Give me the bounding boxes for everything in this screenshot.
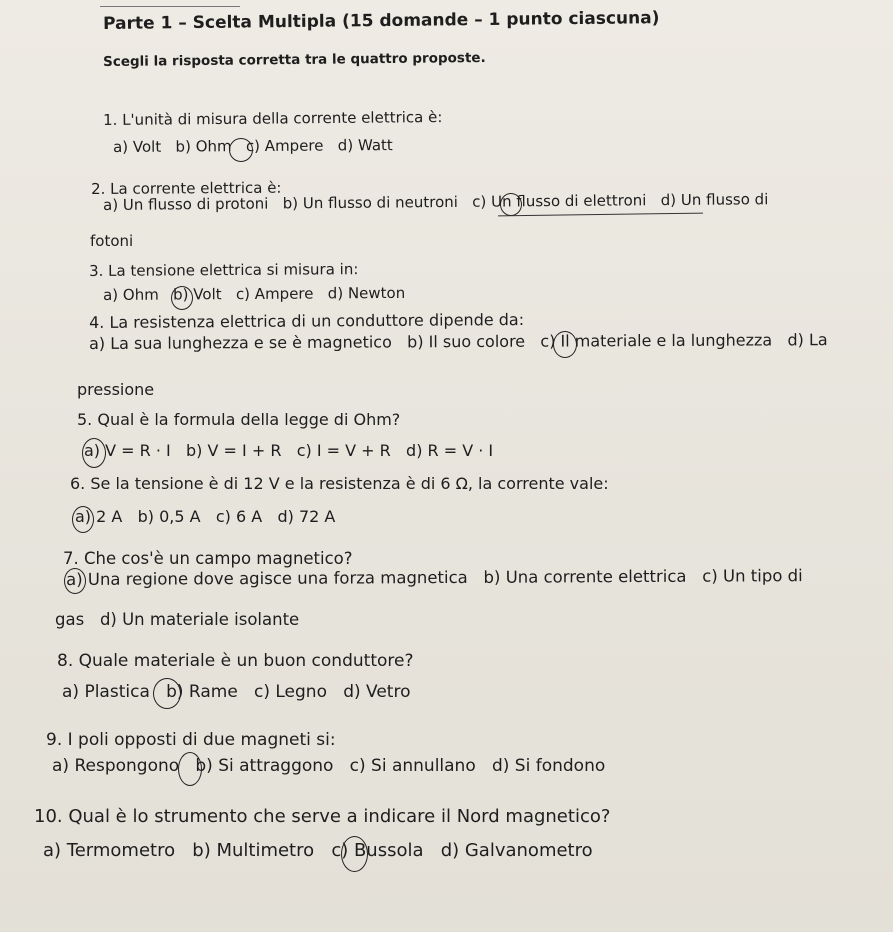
answer-circle-q2 <box>500 193 522 216</box>
pen-underline-q2 <box>498 213 703 217</box>
q9-option-a: a) Respongono <box>52 756 180 776</box>
q3-option-a: a) Ohm <box>103 285 159 304</box>
q8-option-b: b) Rame <box>166 682 238 702</box>
question-3-text: 3. La tensione elettrica si misura in: <box>89 260 359 280</box>
q1-option-a: a) Volt <box>113 137 162 156</box>
q6-option-b: b) 0,5 A <box>137 507 201 526</box>
q3-option-b: b) Volt <box>173 285 222 304</box>
q4-option-d-line1: d) La <box>787 330 828 350</box>
answer-circle-q9 <box>178 752 202 786</box>
answer-circle-q7 <box>64 568 86 594</box>
q7-option-b: b) Una corrente elettrica <box>483 566 687 587</box>
answer-circle-q8 <box>153 678 181 709</box>
q5-option-a: a) V = R · I <box>84 441 171 460</box>
q2-option-c: c) Un flusso di elettroni <box>472 191 647 211</box>
q9-option-d: d) Si fondono <box>491 756 606 776</box>
question-9-options <box>52 756 605 776</box>
question-6-text: 6. Se la tensione è di 12 V e la resistenza è di 6 Ω, la corrente vale: <box>70 474 609 493</box>
q1-option-b: b) Ohm <box>175 137 232 156</box>
question-4-text: 4. La resistenza elettrica di un conduttore dipende da: <box>89 309 525 332</box>
q5-option-d: d) R = V · I <box>406 441 494 460</box>
q4-option-c: c) Il materiale e la lunghezza <box>540 330 773 351</box>
q2-option-a: a) Un flusso di protoni <box>103 194 269 214</box>
q6-option-c: c) 6 A <box>215 507 263 526</box>
q7-option-d: d) Un materiale isolante <box>99 610 300 629</box>
answer-circle-q6 <box>72 506 94 533</box>
answer-circle-q4 <box>553 331 577 358</box>
q9-option-c: c) Si annullano <box>349 756 476 776</box>
q5-option-c: c) I = V + R <box>296 441 391 460</box>
q3-option-d: d) Newton <box>327 283 406 303</box>
question-4-options <box>89 330 828 353</box>
q2-option-d-line1: d) Un flusso di <box>660 190 769 210</box>
q10-option-c: c) Bussola <box>331 840 424 861</box>
q10-option-b: b) Multimetro <box>192 840 315 861</box>
question-10-text: 10. Qual è lo strumento che serve a indicare il Nord magnetico? <box>34 806 611 827</box>
q4-option-b: b) Il suo colore <box>407 331 526 352</box>
question-5-options <box>84 441 493 460</box>
question-9-text: 9. I poli opposti di due magneti si: <box>46 730 336 750</box>
q1-option-d: d) Watt <box>337 136 393 155</box>
q2-option-d-line2: fotoni <box>90 232 134 250</box>
q8-option-c: c) Legno <box>254 682 327 702</box>
q7-option-c-line2: gas <box>55 610 85 629</box>
q6-option-a: a) 2 A <box>75 507 123 526</box>
top-rule <box>100 6 240 7</box>
q8-option-a: a) Plastica <box>62 682 150 702</box>
q10-option-d: d) Galvanometro <box>440 840 593 861</box>
q7-option-c-line1: c) Un tipo di <box>702 566 803 586</box>
question-2-text: 2. La corrente elettrica è: <box>91 178 282 198</box>
section-title: Parte 1 – Scelta Multipla (15 domande – 1 punto ciascuna) <box>103 8 660 34</box>
answer-circle-q1 <box>229 138 253 162</box>
question-1-options <box>113 136 393 156</box>
q1-option-c: c) Ampere <box>245 136 324 156</box>
question-7-text: 7. Che cos'è un campo magnetico? <box>63 549 353 568</box>
answer-circle-q3 <box>171 286 193 310</box>
section-subtitle: Scegli la risposta corretta tra le quattro proposte. <box>103 49 486 70</box>
question-8-text: 8. Quale materiale è un buon conduttore? <box>57 651 414 671</box>
q6-option-d: d) 72 A <box>277 507 336 526</box>
question-1-text: 1. L'unità di misura della corrente elettrica è: <box>103 108 443 129</box>
question-8-options <box>62 682 410 702</box>
q4-option-a: a) La sua lunghezza e se è magnetico <box>89 332 392 353</box>
question-3-options <box>103 284 405 304</box>
q9-option-b: b) Si attraggono <box>195 756 334 776</box>
question-6-options <box>75 507 335 526</box>
q3-option-c: c) Ampere <box>235 284 314 304</box>
q7-option-a: a) Una regione dove agisce una forza magnetica <box>66 567 468 589</box>
q10-option-a: a) Termometro <box>43 840 176 861</box>
q5-option-b: b) V = I + R <box>186 441 282 460</box>
q8-option-d: d) Vetro <box>343 682 411 702</box>
q2-option-b: b) Un flusso di neutroni <box>282 192 458 213</box>
question-10-options <box>43 840 593 861</box>
q4-option-d-line2: pressione <box>77 380 155 399</box>
answer-circle-q5 <box>82 438 106 468</box>
answer-circle-q10 <box>341 836 368 872</box>
question-7-options <box>66 566 803 589</box>
question-5-text: 5. Qual è la formula della legge di Ohm? <box>77 410 401 429</box>
question-7-options-line2 <box>55 610 299 629</box>
